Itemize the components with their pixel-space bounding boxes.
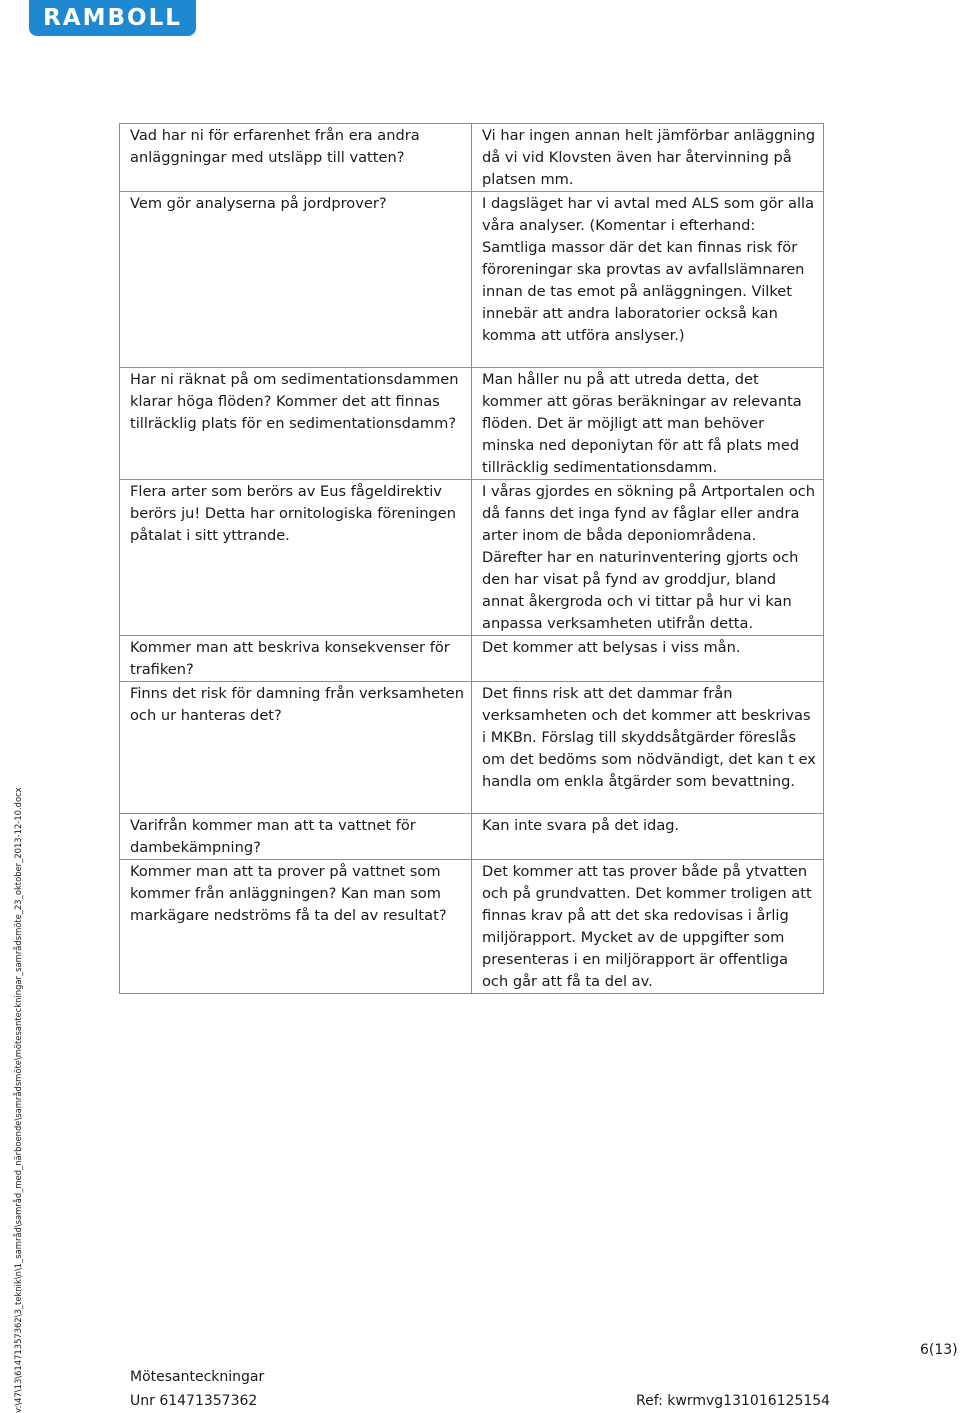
- table-row: [120, 124, 824, 192]
- question-cell: [120, 814, 472, 860]
- page-number: 6(13): [920, 1342, 958, 1358]
- answer-text: I våras gjordes en sökning på Artportalen och då fanns det inga fynd av fåglar eller andra arter inom de båda deponiområdena. Därefter har en naturinventering gjorts och den har visat på fynd av groddjur, bland annat åkergroda och vi tittar på hur vi kan anpassa verksamheten utifrån detta.: [482, 483, 816, 632]
- question-text: Kommer man att beskriva konsekvenser för trafiken?: [130, 639, 450, 678]
- question-cell: [120, 124, 472, 192]
- question-cell: [120, 636, 472, 682]
- ramboll-logo: RAMBOLL: [29, 0, 196, 36]
- question-text: Vad har ni för erfarenhet från era andra anläggningar med utsläpp till vatten?: [130, 127, 420, 166]
- answer-text: Det finns risk att det dammar från verksamheten och det kommer att beskrivas i MKBn. Förslag till skyddsåtgärder föreslås om det bedöms som nödvändigt, det kan t ex handla om enkla åtgärder som bevattning.: [482, 685, 816, 790]
- answer-cell: [472, 682, 824, 814]
- table-row: [120, 636, 824, 682]
- question-cell: [120, 480, 472, 636]
- answer-text: Vi har ingen annan helt jämförbar anläggning då vi vid Klovsten även har återvinning på platsen mm.: [482, 127, 816, 188]
- footer-document-title: Mötesanteckningar: [130, 1369, 265, 1385]
- table-row: [120, 368, 824, 480]
- answer-cell: [472, 636, 824, 682]
- answer-text: Man håller nu på att utreda detta, det kommer att göras beräkningar av relevanta flöden. Det är möjligt att man behöver minska ned deponiytan för att få plats med tillräcklig sedimentationsdamm.: [482, 371, 802, 476]
- answer-text: I dagsläget har vi avtal med ALS som gör alla våra analyser. (Komentar i efterhand: Samtliga massor där det kan finnas risk för föroreningar ska provtas av avfallslämnaren innan de tas emot på anläggningen. Vilket innebär att andra laboratorier också kan komma att utföra anslyser.): [482, 195, 815, 344]
- table-row: [120, 860, 824, 994]
- question-cell: [120, 368, 472, 480]
- answer-cell: [472, 192, 824, 368]
- question-cell: [120, 682, 472, 814]
- answer-text: Det kommer att tas prover både på ytvatten och på grundvatten. Det kommer troligen att finnas krav på att det ska redovisas i årlig miljörapport. Mycket av de uppgifter som presenteras i en miljörapport är offentliga och går att få ta del av.: [482, 863, 812, 990]
- footer-unr: Unr 61471357362: [130, 1393, 258, 1409]
- table-row: [120, 682, 824, 814]
- question-text: Har ni räknat på om sedimentationsdammen klarar höga flöden? Kommer det att finnas tillräcklig plats för en sedimentationsdamm?: [130, 371, 459, 432]
- question-text: Finns det risk för damning från verksamheten och ur hanteras det?: [130, 685, 465, 724]
- table-row: [120, 814, 824, 860]
- answer-cell: [472, 860, 824, 994]
- footer-ref: Ref: kwrmvg131016125154: [636, 1393, 831, 1409]
- question-cell: [120, 860, 472, 994]
- answer-cell: [472, 124, 824, 192]
- answer-text: Kan inte svara på det idag.: [482, 817, 680, 834]
- question-cell: [120, 192, 472, 368]
- question-text: Flera arter som berörs av Eus fågeldirektiv berörs ju! Detta har ornitologiska föreningen påtalat i sitt yttrande.: [130, 483, 457, 544]
- answer-cell: [472, 814, 824, 860]
- question-text: Kommer man att ta prover på vattnet som kommer från anläggningen? Kan man som markägare nedströms få ta del av resultat?: [130, 863, 447, 924]
- table-row: [120, 192, 824, 368]
- answer-cell: [472, 368, 824, 480]
- qa-table: [119, 123, 824, 994]
- question-text: Varifrån kommer man att ta vattnet för dambekämpning?: [130, 817, 416, 856]
- question-text: Vem gör analyserna på jordprover?: [130, 195, 387, 212]
- answer-cell: [472, 480, 824, 636]
- table-row: [120, 480, 824, 636]
- answer-text: Det kommer att belysas i viss mån.: [482, 639, 741, 656]
- document-path: v:\47\13\61471357362\3_teknik\n\1_samråd\samråd_med_närboende\samrådsmöte\mötesanteckningar_samrådsmöte_23_oktober_2013-12-10.docx: [13, 787, 23, 1413]
